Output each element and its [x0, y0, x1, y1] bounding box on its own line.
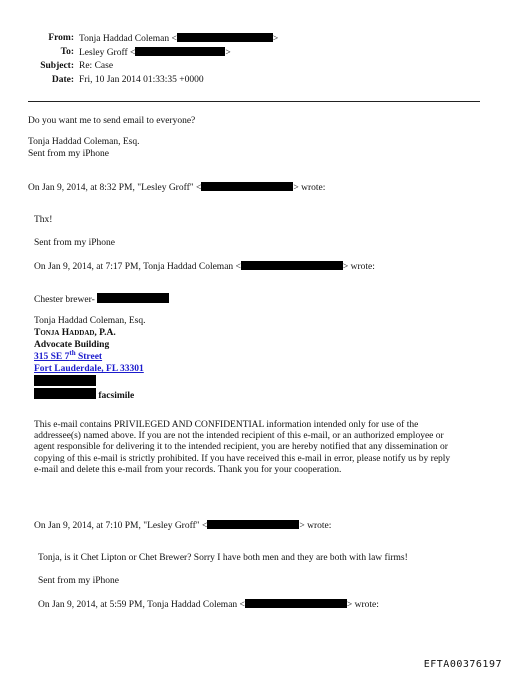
subject-value: Re: Case — [79, 61, 114, 71]
redaction-bar — [34, 375, 96, 389]
redaction-bar — [34, 388, 96, 399]
sent-from-iphone: Sent from my iPhone — [34, 238, 116, 248]
quote-header: On Jan 9, 2014, at 7:10 PM, "Lesley Groff" < > wrote: — [34, 521, 332, 531]
redaction-bar — [177, 33, 273, 42]
redaction-bar — [241, 261, 343, 270]
body-question: Do you want me to send email to everyone? — [28, 116, 196, 126]
chester-line: Chester brewer- — [34, 293, 169, 306]
to-label: To: — [60, 47, 74, 57]
from-value: Tonja Haddad Coleman < — [79, 34, 177, 44]
from-label: From: — [48, 33, 74, 43]
redaction-bar — [201, 182, 293, 191]
sent-from-iphone: Sent from my iPhone — [28, 149, 110, 159]
to-value: Lesley Groff < — [79, 48, 136, 58]
redaction-bar — [97, 293, 169, 303]
signature-name: Tonja Haddad Coleman, Esq. — [28, 137, 140, 147]
date-label: Date: — [51, 75, 74, 85]
bates-number: EFTA00376197 — [423, 659, 502, 670]
sent-from-iphone: Sent from my iPhone — [38, 576, 120, 586]
quote-header: On Jan 9, 2014, at 8:32 PM, "Lesley Groff" < > wrote: — [28, 183, 326, 193]
quote-header: On Jan 9, 2014, at 5:59 PM, Tonja Haddad Coleman < > wrote: — [38, 600, 379, 610]
firm-name: Tonja Haddad, P.A. — [34, 328, 116, 338]
question-text: Tonja, is it Chet Lipton or Chet Brewer? Sorry I have both men and they are both with law firms! — [38, 553, 408, 563]
building-name: Advocate Building — [34, 340, 110, 350]
header-divider — [28, 101, 480, 102]
thx-text: Thx! — [34, 215, 53, 225]
confidentiality-disclaimer: This e-mail contains PRIVILEGED AND CONFIDENTIAL information intended only for use of the addressee(s) named above. If you are not the intended recipient of this e-mail, or an authorized employee or agent responsible for delivering it to the intended recipient, you are hereby notified that any dissemination or copying of this e-mail is strictly prohibited. If you have received this e-mail in error, please notify us by reply e-mail and delete this e-mail from your records. Thank you for your cooperation. — [34, 420, 451, 475]
redaction-bar — [135, 47, 225, 56]
subject-label: Subject: — [40, 61, 74, 71]
redaction-bar — [245, 599, 347, 608]
date-value: Fri, 10 Jan 2014 01:33:35 +0000 — [79, 75, 204, 85]
city-link[interactable]: Fort Lauderdale, FL 33301 — [34, 364, 144, 374]
redaction-bar — [207, 520, 299, 529]
facsimile-line: facsimile — [34, 388, 134, 402]
quote-header: On Jan 9, 2014, at 7:17 PM, Tonja Haddad Coleman < > wrote: — [34, 262, 375, 272]
street-link[interactable]: 315 SE 7th Street — [34, 348, 103, 362]
signature-name: Tonja Haddad Coleman, Esq. — [34, 316, 146, 326]
